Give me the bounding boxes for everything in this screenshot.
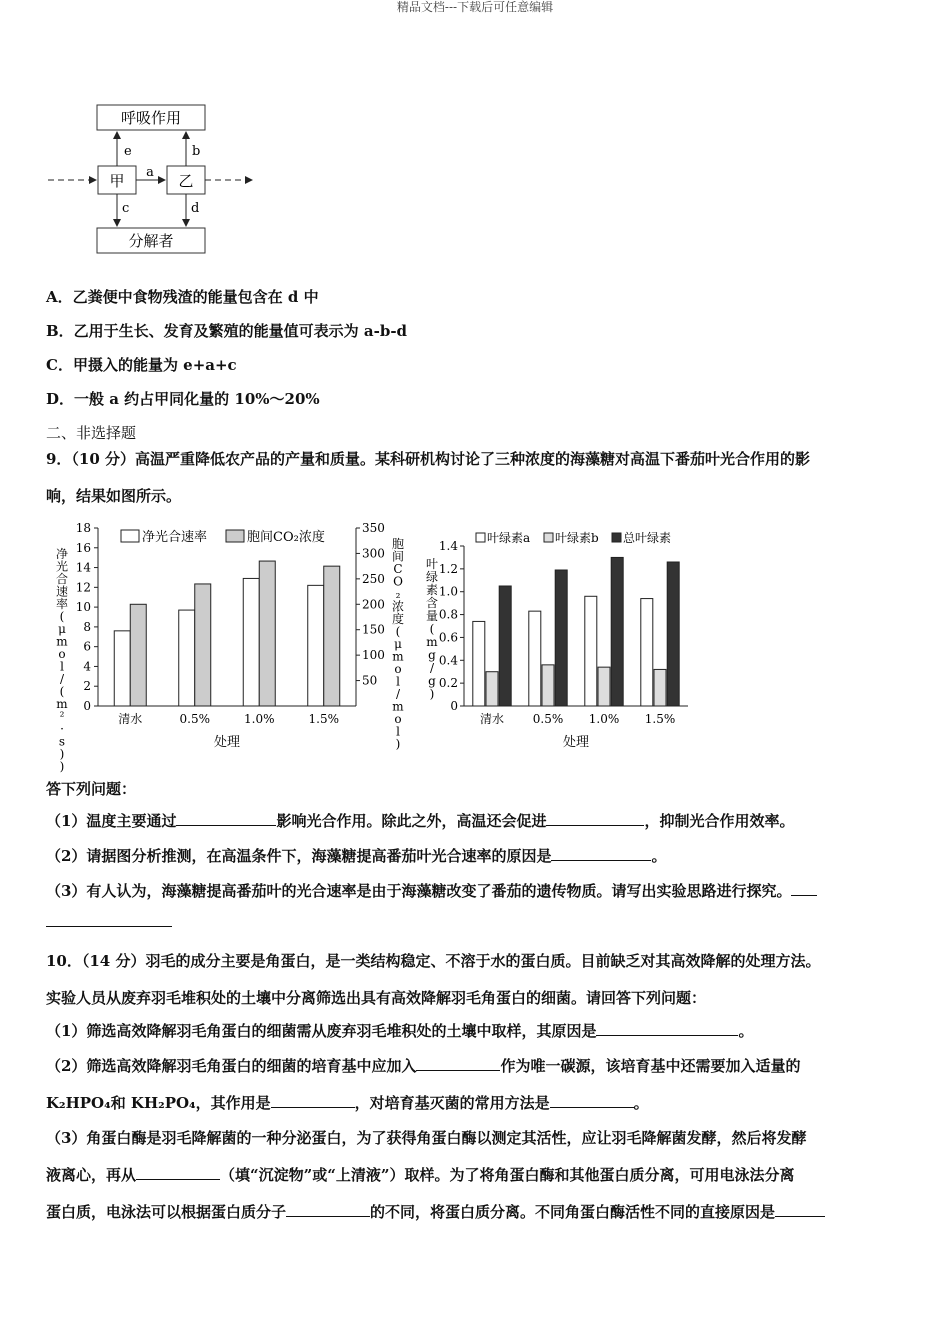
bar-chlorophyll-a (529, 611, 541, 706)
y2-axis-title-char: o (394, 712, 402, 726)
answer-blank[interactable] (416, 1056, 500, 1071)
y-tick-label: 1.2 (438, 561, 458, 576)
answer-blank[interactable] (596, 1021, 738, 1036)
bar-chlorophyll-b (542, 665, 554, 706)
answer-blank[interactable] (286, 1202, 370, 1217)
y-tick-label: 14 (75, 560, 91, 575)
y2-tick-label: 150 (362, 622, 385, 637)
q10-p3-text-d: 的不同，将蛋白质分离。不同角蛋白酶活性不同的直接原因是 (370, 1203, 776, 1221)
yi-label: 乙 (178, 172, 194, 190)
y-tick-label: 4 (83, 659, 91, 674)
q10-p2-text-e: 。 (633, 1094, 649, 1112)
y2-tick-label: 300 (362, 546, 385, 561)
q10-line1: 10．（14 分）羽毛的成分主要是角蛋白，是一类结构稳定、不溶于水的蛋白质。目前缺乏对其高效降解的处理方法。 (46, 952, 821, 970)
y-axis-title (426, 557, 438, 701)
option-b: B．乙用于生长、发育及繁殖的能量值可表示为 a-b-d (46, 322, 408, 340)
chlorophyll-chart (418, 518, 688, 758)
x-tick-label: 1.5% (308, 712, 339, 726)
bar-chlorophyll-a (473, 621, 485, 706)
y2-axis-title-char: 浓 (391, 599, 405, 614)
jia-label: 甲 (109, 172, 125, 190)
y-axis-title-char: 净 (55, 547, 69, 561)
bar-net-photosynthesis (308, 585, 324, 706)
y-axis-title-char: ² (59, 709, 65, 724)
label-b: b (192, 144, 201, 159)
q9-p1-text-a: （1）温度主要通过 (46, 812, 177, 830)
bar-chlorophyll-b (654, 669, 666, 706)
x-tick-label: 1.0% (588, 712, 620, 726)
photosynthesis-chart (46, 518, 416, 774)
option-c: C．甲摄入的能量为 e+a+c (46, 356, 237, 374)
answer-blank[interactable] (550, 1093, 634, 1108)
y2-axis-title-char: ) (395, 737, 401, 751)
q9-p2-text-a: （2）请据图分析推测，在高温条件下，海藻糖提高番茄叶光合速率的原因是 (46, 847, 552, 865)
y-axis-title-char: 量 (425, 609, 439, 623)
decomposer-label: 分解者 (128, 232, 174, 250)
y-axis-title-char: 叶 (425, 557, 439, 571)
q10-p2-text-c: K₂HPO₄和 KH₂PO₄，其作用是 (46, 1094, 271, 1112)
q9-part1 (46, 810, 794, 831)
bar-net-photosynthesis (243, 578, 259, 706)
y-axis-title-char: 绿 (425, 570, 439, 584)
q10-part2 (46, 1055, 800, 1076)
y-axis-title-char: ( (59, 684, 65, 699)
bar-intercellular-co2 (195, 584, 211, 706)
y2-axis-title-char: m (392, 649, 404, 664)
label-d: d (191, 201, 200, 216)
bar-intercellular-co2 (259, 561, 275, 706)
legend-label: 胞间CO₂浓度 (247, 530, 325, 545)
q9-part3 (46, 880, 817, 901)
q10-part2-cont (46, 1092, 649, 1113)
y2-axis-title-char: o (394, 662, 402, 676)
q10-p1-text-a: （1）筛选高效降解羽毛角蛋白的细菌需从废弃羽毛堆积处的土壤中取样，其原因是 (46, 1022, 597, 1040)
bar-total-chlorophyll (667, 562, 679, 706)
y-axis-title-char: 光 (55, 559, 69, 574)
label-e: e (124, 144, 132, 159)
q9-line1: 9．（10 分）高温严重降低农产品的产量和质量。某科研机构讨论了三种浓度的海藻糖对高温下番茄叶光合作用的影 (46, 450, 811, 468)
y-tick-label: 16 (75, 540, 91, 555)
y-tick-label: 1.0 (438, 584, 458, 599)
y-tick-label: 0 (83, 699, 91, 713)
y2-axis-title-char: m (392, 699, 404, 714)
bar-total-chlorophyll (611, 557, 623, 706)
y-axis-title-char: ) (429, 687, 435, 701)
y2-axis-title (392, 537, 404, 751)
y2-axis-title-char: l (396, 724, 400, 739)
y-axis-title-char: ( (429, 622, 435, 636)
q10-part1 (46, 1020, 753, 1041)
bar-chlorophyll-a (641, 599, 653, 706)
y-axis-title-char: ( (59, 609, 65, 624)
q9-p3-text: （3）有人认为，海藻糖提高番茄叶的光合速率是由于海藻糖改变了番茄的遗传物质。请写出实验思路进行探究。 (46, 882, 792, 900)
bar-net-photosynthesis (114, 631, 130, 706)
y2-axis-title-char: ₂ (395, 587, 401, 601)
option-a: A．乙粪便中食物残渣的能量包含在 d 中 (46, 288, 319, 306)
option-d: D．一般 a 约占甲同化量的 10%～20% (46, 390, 320, 408)
answer-blank[interactable] (551, 846, 651, 861)
y2-tick-label: 350 (362, 521, 385, 535)
energy-flow-diagram (40, 100, 300, 260)
legend-label: 净光合速率 (142, 530, 208, 545)
y2-axis-title-char: O (393, 574, 403, 589)
x-tick-label: 0.5% (179, 712, 210, 726)
y-axis-title-char: g (428, 648, 436, 662)
label-a: a (146, 165, 154, 180)
y-tick-label: 0.6 (438, 630, 458, 645)
legend-swatch (612, 533, 621, 542)
legend-swatch (476, 533, 485, 542)
bar-total-chlorophyll (499, 586, 511, 706)
legend-swatch (226, 530, 244, 542)
q10-p3-text-a: 液离心，再从 (46, 1166, 137, 1184)
y-tick-label: 6 (83, 639, 91, 654)
y-axis-title-char: m (426, 635, 438, 649)
legend-label: 总叶绿素 (623, 531, 672, 545)
y-axis-title-char: 率 (55, 597, 69, 611)
y-axis-title-char: 合 (55, 572, 69, 586)
y2-axis-title-char: μ (394, 637, 402, 651)
y-tick-label: 12 (75, 580, 91, 595)
y-axis-title-char: o (58, 647, 66, 661)
label-c: c (122, 201, 130, 216)
y2-tick-label: 50 (362, 673, 378, 688)
answer-blank[interactable] (176, 811, 276, 826)
y2-tick-label: 200 (362, 597, 385, 612)
q10-part3: （3）角蛋白酶是羽毛降解菌的一种分泌蛋白，为了获得角蛋白酶以测定其活性，应让羽毛降解菌发酵，然后将发酵 (46, 1129, 807, 1147)
bar-total-chlorophyll (555, 570, 567, 706)
y2-axis-title-char: C (393, 562, 403, 576)
q9-part2 (46, 845, 666, 866)
y-axis-title-char: / (429, 661, 435, 675)
y2-axis-title-char: 间 (391, 549, 405, 564)
y-tick-label: 2 (83, 679, 91, 694)
y-tick-label: 10 (75, 600, 91, 615)
y-tick-label: 18 (75, 521, 91, 535)
section-title: 二、非选择题 (46, 424, 137, 442)
x-tick-label: 1.0% (244, 712, 275, 726)
answer-blank[interactable] (775, 1202, 825, 1217)
x-tick-label: 0.5% (532, 712, 564, 726)
q10-p2-text-b: 作为唯一碳源，该培育基中还需要加入适量的 (500, 1057, 801, 1075)
y2-tick-label: 250 (362, 571, 385, 586)
q10-p3-text-c: 蛋白质，电泳法可以根据蛋白质分子 (46, 1203, 287, 1221)
bar-chlorophyll-b (486, 672, 498, 706)
x-tick-label: 清水 (118, 712, 143, 726)
y-axis-title-char: s (58, 734, 66, 749)
legend-label: 叶绿素b (555, 531, 599, 545)
q10-p3-text-b: （填“沉淀物”或“上清液”）取样。为了将角蛋白酶和其他蛋白质分离，可用电泳法分离 (220, 1166, 795, 1184)
y2-tick-label: 100 (362, 648, 385, 663)
y-axis-title-char: g (428, 674, 436, 688)
y-axis-title-char: μ (58, 622, 66, 636)
answer-blank[interactable] (791, 881, 817, 896)
y-axis-title (56, 546, 68, 774)
x-tick-label: 清水 (479, 712, 505, 726)
y2-axis-title-char: / (395, 687, 401, 701)
y-axis-title-char: 速 (55, 584, 69, 599)
y-axis-title-char: · (60, 722, 64, 736)
q10-part3-cont (46, 1164, 795, 1185)
y-tick-label: 0.8 (438, 607, 458, 622)
q10-p2-text-a: （2）筛选高效降解羽毛角蛋白的细菌的培育基中应加入 (46, 1057, 417, 1075)
legend-swatch (544, 533, 553, 542)
q10-line2: 实验人员从废弃羽毛堆积处的土壤中分离筛选出具有高效降解羽毛角蛋白的细菌。请回答下列问题： (46, 989, 707, 1007)
bar-chlorophyll-b (598, 667, 610, 706)
y-axis-title-char: m (56, 634, 68, 649)
y-axis-title-char: ) (59, 747, 65, 761)
legend-label: 叶绿素a (487, 531, 531, 545)
bar-intercellular-co2 (130, 604, 146, 706)
q10-part3-cont2 (46, 1201, 825, 1222)
y-axis-title-char: 素 (425, 583, 439, 597)
q10-p1-text-b: 。 (738, 1022, 754, 1040)
answer-blank[interactable] (136, 1165, 220, 1180)
x-axis-title: 处理 (562, 735, 590, 750)
y2-axis-title-char: 胞 (391, 537, 405, 551)
answer-intro: 答下列问题： (46, 780, 137, 798)
page-header: 精品文档---下载后可任意编辑 (396, 0, 554, 14)
y-tick-label: 0.2 (438, 676, 458, 691)
bar-chlorophyll-a (585, 596, 597, 706)
y-tick-label: 8 (83, 619, 91, 634)
bar-net-photosynthesis (179, 610, 195, 706)
y-axis-title-char: 含 (425, 596, 439, 610)
q9-p2-text-b: 。 (651, 847, 667, 865)
y-axis-title-char: l (60, 659, 64, 674)
y2-axis-title-char: 度 (391, 612, 405, 626)
y2-axis-title-char: l (396, 674, 400, 689)
answer-blank[interactable] (546, 811, 644, 826)
legend-swatch (121, 530, 139, 542)
answer-blank[interactable] (46, 912, 172, 927)
y2-axis-title-char: ( (395, 624, 401, 639)
y-axis-title-char: ) (59, 759, 65, 774)
q9-p1-text-b: 影响光合作用。除此之外，高温还会促进 (276, 812, 547, 830)
x-axis-title: 处理 (213, 735, 241, 750)
q9-p1-text-c: ，抑制光合作用效率。 (644, 812, 795, 830)
y-tick-label: 1.4 (438, 539, 458, 553)
respiration-label: 呼吸作用 (120, 109, 182, 127)
bar-intercellular-co2 (324, 566, 340, 706)
q9-line2: 响，结果如图所示。 (46, 487, 182, 505)
x-tick-label: 1.5% (644, 712, 676, 726)
y-axis-title-char: m (56, 697, 68, 711)
y-tick-label: 0 (450, 699, 458, 713)
answer-blank[interactable] (271, 1093, 355, 1108)
y-tick-label: 0.4 (438, 653, 458, 668)
q10-p2-text-d: ，对培育基灭菌的常用方法是 (354, 1094, 550, 1112)
q9-part3-blank-row (46, 912, 172, 931)
y-axis-title-char: / (59, 672, 65, 686)
